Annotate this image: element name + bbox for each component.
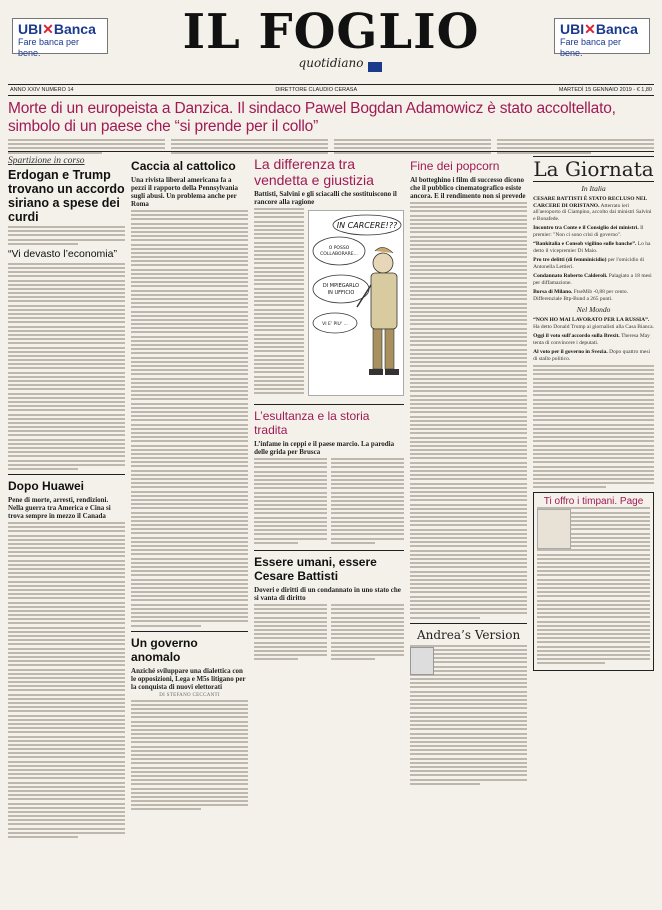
date-bar [8,84,654,96]
svg-text:DI MPIEGARLO: DI MPIEGARLO [322,283,360,289]
newspaper-subtitle: quotidiano [298,56,364,70]
vendetta-deck: Battisti, Salvini e gli sciacalli che sostituiscono il rancore alla ragione [254,190,397,206]
ubi-banca-ad-right[interactable]: UBI✕Banca Fare banca per bene. [554,18,650,54]
giornata-item[interactable]: “Bankitalia e Consob vigilino sulle banche”. Lo ha detto il vicepremier Di Maio. [533,241,651,254]
issue-number: ANNO XXIV NUMERO 14 [10,87,74,93]
essere-umani-deck: Doveri e diritti di un condannato in uno stato che si vanta di diritto [254,585,401,602]
ubi-banca-ad-left[interactable]: UBI✕Banca Fare banca per bene. [12,18,108,54]
battisti-cartoon [308,210,404,396]
giornata-item[interactable]: Condannato Roberto Calderoli. Palagiato a 18 mesi per diffamazione. [533,273,652,286]
in-italia-label: In Italia [581,184,606,193]
svg-text:IN UFFICIO: IN UFFICIO [327,290,355,296]
newspaper-title: IL FOGLIO [182,4,480,60]
ubi-brand: UBI [560,21,585,37]
governo-deck: Anziché sviluppare una dialettica con le opposizioni, Lega e M5s litigano per la conquista di nuovi elettorati [131,666,246,691]
section-kicker[interactable]: Spartizione in corso [8,156,85,166]
banca-brand: Banca [595,21,638,37]
issue-date: MARTEDÌ 15 GENNAIO 2019 - € 1,80 [558,87,652,93]
giornata-world-item[interactable]: Oggi il voto sull'accordo sulla Brexit. Theresa May tenta di convincere i deputati. [533,333,650,346]
giornata-item[interactable]: Pro tre delitti (di femminicidio) per l'omicidio di Antonella Lettieri. [533,257,645,270]
essere-umani-headline[interactable]: Essere umani, essere Cesare Battisti [254,554,377,583]
governo-headline[interactable]: Un governo anomalo [131,635,198,664]
vendetta-headline[interactable]: La differenza tra vendetta e giustizia [254,156,374,188]
column-erdogan [8,156,125,840]
cattolico-headline[interactable]: Caccia al cattolico [131,159,236,173]
esultanza-deck: L’infame in ceppi e il paese marcio. La parodia delle grida per Brusca [254,440,395,456]
lead-story [8,96,654,152]
svg-text:O POSSO: O POSSO [328,246,350,251]
popcorn-headline[interactable]: Fine dei popcorn [410,159,500,173]
andreas-version-title[interactable]: Andrea’s Version [416,627,521,642]
huawei-deck: Pene di morte, arresti, rendizioni. Nella guerra tra America e Cina si trova sempre in mezzo il Canada [8,495,111,520]
cartoon-bubble-1: IN CARCERE!?? [336,221,398,230]
body-columns [8,152,654,840]
timpani-box[interactable] [533,492,654,670]
column-cattolico [131,156,248,840]
ubi-tagline: Fare banca per bene. [18,37,80,58]
cattolico-deck: Una rivista liberal americana fa a pezzi il rapporto della Pennsylvania sugli abusi. Un problema anche per Roma [131,176,238,208]
cartoon-bubble-4: VI E' PIU' ... [322,322,348,327]
giornata-item[interactable]: Incontro tra Conte e il Consiglio dei ministri. Il premier: "Non ci sono crisi di governo". [533,225,644,238]
giornata-world-item[interactable]: “NON HO MAI LAVORATO PER LA RUSSIA”. Ha detto Donald Trump ai giornalisti alla Casa Bianca. [533,317,654,330]
giornata-title: La Giornata [533,157,654,181]
esultanza-headline[interactable]: L’esultanza e la storia tradita [254,409,370,437]
column-popcorn [410,156,527,840]
timpani-title: Ti offro i timpani. Page [543,496,644,508]
ubi-brand: UBI [18,21,43,37]
nel-mondo-label: Nel Mondo [576,305,611,314]
author-portrait [410,647,434,675]
huawei-headline[interactable]: Dopo Huawei [8,478,85,493]
svg-text:COLLABORARE...: COLLABORARE... [320,252,358,257]
giornata-world-item[interactable]: Al voto per il governo in Svezia. Dopo quattro mesi di stallo politico. [533,349,651,362]
lead-headline[interactable]: Morte di un europeista a Danzica. Il sindaco Pawel Bogdan Adamowicz è stato accoltellato, simbolo di un paese che “si prende per il collo” [8,100,616,135]
governo-byline: DI STEFANO CECCANTI [159,692,220,698]
banca-brand: Banca [53,21,96,37]
ubi-tagline: Fare banca per bene. [560,37,622,58]
column-giornata [533,156,654,840]
erdogan-quote: “Vi devasto l’economia” [8,247,117,260]
popcorn-deck: Al botteghino i film di successo dicono che il pubblico cinematografico esiste ancora. E il rendimento non si prevede [410,176,526,200]
giornata-item[interactable]: Borsa di Milano. FtseMib -0,88 per cento. Differenziale Btp-Bund a 265 punti. [533,289,628,302]
masthead [8,4,654,84]
giornata-item[interactable]: CESARE BATTISTI È STATO RECLUSO NEL CARCERE DI ORISTANO. Atterrato ieri all'aeroporto di Ciampino, accolto dai ministri Salvini e Bonafede. [533,196,652,222]
column-battisti [254,156,404,840]
erdogan-headline[interactable]: Erdogan e Trump trovano un accordo siriano a spese dei curdi [8,168,125,224]
director: DIRETTORE CLAUDIO CERASA [275,87,358,93]
timpani-image [537,509,571,549]
eu-flag-icon [368,62,382,72]
